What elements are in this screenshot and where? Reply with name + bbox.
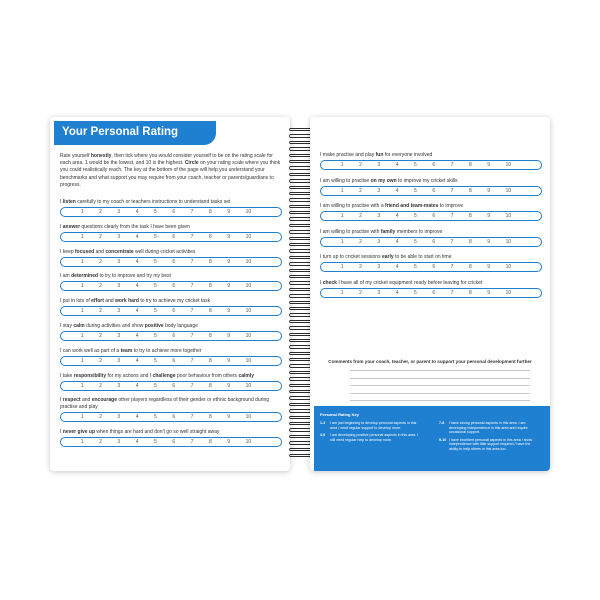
text-run: , then tick where you would consider yourself to be on the rating scale for each area. 1 would be the lowest, and 10 is the highest. — [60, 153, 273, 167]
text-run: I — [60, 397, 63, 404]
scale-number[interactable]: 6 — [172, 414, 176, 421]
comment-line[interactable] — [350, 370, 530, 371]
scale-number[interactable]: 6 — [172, 333, 176, 339]
scale-number[interactable]: 10 — [245, 209, 252, 215]
scale-number[interactable]: 8 — [468, 213, 472, 219]
scale-number[interactable]: 9 — [227, 283, 231, 290]
scale-number[interactable]: 2 — [359, 238, 362, 245]
scale-number[interactable]: 5 — [414, 213, 417, 219]
emphasis-text: effort — [91, 298, 104, 305]
text-run: to try to achieve more together — [132, 347, 202, 354]
rating-scale[interactable] — [60, 207, 282, 217]
rating-key-col-right — [439, 421, 539, 455]
scale-number[interactable]: 1 — [340, 289, 344, 296]
page-title: Your Personal Rating — [62, 126, 179, 138]
rating-prompt — [320, 178, 542, 185]
emphasis-text: positive — [144, 323, 164, 329]
text-run: other players regardless of their gender or ethnic background during practise and play — [60, 397, 270, 410]
scale-number[interactable]: 9 — [487, 187, 491, 194]
rating-item — [60, 273, 282, 291]
rating-scale[interactable] — [60, 437, 282, 447]
scale-number[interactable]: 2 — [99, 414, 102, 421]
scale-number[interactable]: 8 — [208, 233, 212, 240]
text-run: I stay — [60, 323, 74, 329]
scale-number[interactable]: 8 — [468, 162, 472, 168]
scale-number[interactable]: 6 — [172, 283, 176, 290]
scale-number[interactable]: 8 — [468, 289, 472, 296]
scale-number[interactable]: 8 — [468, 264, 472, 270]
scale-number[interactable]: 10 — [245, 414, 252, 421]
scale-number[interactable]: 4 — [135, 308, 139, 315]
scale-number[interactable]: 4 — [135, 333, 139, 339]
rating-key — [314, 406, 550, 471]
scale-number[interactable]: 9 — [227, 439, 231, 446]
scale-number[interactable]: 2 — [99, 382, 102, 389]
rating-prompt — [320, 229, 542, 236]
scale-number[interactable]: 9 — [227, 414, 231, 421]
scale-number[interactable]: 5 — [154, 382, 157, 389]
scale-number[interactable]: 3 — [377, 187, 381, 194]
rating-scale[interactable] — [320, 288, 542, 298]
scale-number[interactable]: 1 — [80, 258, 84, 265]
scale-number[interactable]: 1 — [340, 238, 344, 245]
scale-number[interactable]: 5 — [154, 414, 157, 421]
scale-number[interactable]: 8 — [208, 414, 212, 421]
scale-number[interactable]: 1 — [80, 333, 84, 339]
scale-number[interactable]: 4 — [395, 289, 399, 296]
scale-number[interactable]: 3 — [117, 233, 121, 240]
scale-number[interactable]: 9 — [487, 162, 491, 168]
emphasis-text: early — [381, 254, 394, 260]
emphasis-text: on my own — [370, 177, 397, 184]
rating-key-col-left — [320, 421, 420, 445]
scale-number[interactable]: 5 — [154, 258, 157, 265]
scale-number[interactable]: 5 — [154, 283, 157, 290]
scale-number[interactable]: 1 — [80, 209, 84, 215]
text-run: to try to achieve my cricket task — [138, 298, 211, 305]
rating-item — [60, 298, 282, 316]
text-run: to improve my cricket skills — [396, 177, 458, 184]
rating-prompt — [60, 429, 282, 436]
scale-number[interactable]: 6 — [432, 213, 436, 219]
scale-number[interactable]: 2 — [359, 213, 362, 219]
scale-number[interactable]: 3 — [377, 213, 381, 219]
scale-number[interactable]: 4 — [135, 357, 139, 364]
rating-scale[interactable] — [60, 412, 282, 422]
scale-number[interactable]: 1 — [80, 382, 84, 389]
scale-number[interactable]: 6 — [172, 258, 176, 265]
scale-number[interactable]: 10 — [245, 333, 252, 339]
scale-number[interactable]: 7 — [450, 289, 454, 296]
scale-number[interactable]: 10 — [505, 238, 512, 245]
rating-scale[interactable] — [320, 160, 542, 170]
emphasis-text: focused — [75, 248, 95, 255]
scale-number[interactable]: 6 — [432, 264, 436, 270]
comment-line[interactable] — [350, 385, 530, 386]
scale-number[interactable]: 9 — [227, 357, 231, 364]
scale-number[interactable]: 4 — [135, 382, 139, 389]
rating-prompt — [60, 323, 282, 330]
scale-number[interactable]: 10 — [245, 357, 252, 364]
text-run: to try to improve and try my best — [98, 273, 171, 280]
scale-number[interactable]: 8 — [208, 209, 212, 215]
text-run: I am willing to practise — [320, 177, 371, 184]
rating-prompt — [320, 203, 542, 210]
emphasis-text: listen — [62, 199, 76, 205]
scale-number[interactable]: 2 — [99, 258, 102, 265]
scale-number[interactable]: 6 — [432, 162, 436, 168]
text-run: and — [94, 248, 106, 255]
scale-number[interactable]: 7 — [450, 162, 454, 168]
key-range: 7-8 — [439, 421, 445, 425]
scale-number[interactable]: 1 — [80, 233, 84, 240]
scale-number[interactable]: 3 — [117, 258, 121, 265]
key-row — [320, 421, 420, 430]
scale-number[interactable]: 5 — [414, 238, 417, 245]
scale-number[interactable]: 7 — [450, 264, 454, 270]
emphasis-text: honestly — [90, 153, 112, 159]
scale-number[interactable]: 3 — [377, 264, 381, 270]
scale-number[interactable]: 8 — [208, 357, 212, 364]
scale-number[interactable]: 10 — [245, 382, 252, 389]
scale-number[interactable]: 7 — [190, 382, 194, 389]
rating-scale[interactable] — [60, 232, 282, 242]
text-run: I — [320, 279, 323, 286]
rating-item — [60, 224, 282, 242]
scale-number[interactable]: 10 — [505, 264, 512, 270]
scale-number[interactable]: 1 — [80, 357, 84, 364]
scale-number[interactable]: 8 — [208, 308, 212, 315]
text-run: I am — [60, 273, 72, 280]
title-banner — [54, 121, 216, 145]
scale-number[interactable]: 9 — [227, 382, 231, 389]
rating-prompt — [320, 280, 542, 287]
emphasis-text: calm — [73, 323, 85, 329]
text-run: Rate yourself — [60, 153, 91, 159]
scale-number[interactable]: 8 — [468, 238, 472, 245]
scale-number[interactable]: 7 — [190, 308, 194, 315]
scale-number[interactable]: 2 — [99, 209, 102, 215]
right-page — [310, 117, 550, 471]
emphasis-text: fun — [375, 152, 384, 158]
rating-scale[interactable] — [320, 237, 542, 247]
scale-number[interactable]: 4 — [395, 264, 399, 270]
text-run: body language — [163, 323, 198, 329]
text-run: and — [80, 397, 92, 404]
scale-number[interactable]: 3 — [117, 209, 121, 215]
rating-item — [320, 203, 542, 221]
scale-number[interactable]: 8 — [208, 439, 212, 446]
scale-number[interactable]: 3 — [377, 162, 381, 168]
scale-number[interactable]: 3 — [377, 289, 381, 296]
scale-number[interactable]: 2 — [99, 308, 102, 315]
scale-number[interactable]: 2 — [359, 289, 362, 296]
text-run: members to improve — [395, 228, 443, 235]
text-run: I — [60, 223, 63, 230]
scale-number[interactable]: 5 — [414, 162, 417, 168]
text-run: I am willing to practise with — [320, 228, 381, 235]
scale-number[interactable]: 4 — [395, 187, 399, 194]
scale-number[interactable]: 6 — [172, 357, 176, 364]
scale-number[interactable]: 5 — [414, 264, 417, 270]
rating-scale[interactable] — [320, 211, 542, 221]
scale-number[interactable]: 7 — [450, 187, 454, 194]
scale-number[interactable]: 7 — [190, 209, 194, 215]
rating-prompt — [60, 273, 282, 280]
scale-number[interactable]: 2 — [99, 333, 102, 339]
text-run: I keep — [60, 248, 76, 255]
rating-item — [320, 254, 542, 272]
scale-number[interactable]: 1 — [340, 264, 344, 270]
scale-number[interactable]: 10 — [245, 233, 252, 240]
rating-scale[interactable] — [60, 306, 282, 316]
rating-item — [320, 229, 542, 247]
emphasis-text: work hard — [115, 298, 139, 305]
scale-number[interactable]: 1 — [340, 213, 344, 219]
scale-number[interactable]: 7 — [190, 333, 194, 339]
scale-number[interactable]: 10 — [505, 187, 512, 194]
scale-number[interactable]: 10 — [505, 213, 512, 219]
rating-scale[interactable] — [60, 257, 282, 267]
key-text: I am just beginning to develop personal aspects in this area / need regular support to develop more. — [330, 421, 417, 430]
text-run: I — [60, 199, 63, 205]
scale-number[interactable]: 6 — [172, 439, 176, 446]
emphasis-text: Circle — [184, 160, 199, 167]
text-run: I am willing to practise with a — [320, 203, 386, 209]
rating-scale[interactable] — [320, 186, 542, 196]
comment-line[interactable] — [350, 378, 530, 379]
scale-number[interactable]: 6 — [172, 209, 176, 215]
scale-number[interactable]: 6 — [172, 382, 176, 389]
scale-number[interactable]: 9 — [227, 258, 231, 265]
text-run: I have all of my cricket equipment ready before leaving for cricket — [336, 279, 483, 286]
scale-number[interactable]: 10 — [505, 162, 512, 168]
scale-number[interactable]: 7 — [190, 439, 194, 446]
scale-number[interactable]: 6 — [432, 289, 436, 296]
scale-number[interactable]: 5 — [154, 308, 157, 315]
rating-item — [320, 280, 542, 298]
scale-number[interactable]: 3 — [117, 382, 121, 389]
key-range: 4-6 — [320, 433, 326, 438]
scale-number[interactable]: 4 — [135, 414, 139, 421]
scale-number[interactable]: 6 — [172, 308, 176, 315]
rating-prompt — [60, 298, 282, 305]
scale-number[interactable]: 4 — [395, 238, 399, 245]
scale-number[interactable]: 1 — [340, 187, 344, 194]
scale-number[interactable]: 5 — [154, 357, 157, 364]
scale-number[interactable]: 10 — [245, 308, 252, 315]
rating-prompt — [60, 348, 282, 355]
scale-number[interactable]: 4 — [135, 439, 139, 446]
rating-item — [320, 178, 542, 196]
comment-line[interactable] — [350, 400, 530, 401]
scale-number[interactable]: 9 — [227, 209, 231, 215]
emphasis-text: respect — [62, 397, 81, 404]
text-run: and — [103, 298, 116, 305]
scale-number[interactable]: 5 — [154, 333, 157, 339]
scale-number[interactable]: 8 — [208, 258, 212, 265]
scale-number[interactable]: 4 — [395, 213, 399, 219]
scale-number[interactable]: 4 — [135, 258, 139, 265]
scale-number[interactable]: 2 — [99, 233, 102, 240]
rating-item — [60, 199, 282, 217]
scale-number[interactable]: 3 — [117, 283, 121, 290]
key-row — [320, 433, 420, 442]
text-run: carefully to my coach or teachers instructions to understand tasks set — [75, 199, 231, 205]
scale-number[interactable]: 3 — [117, 308, 121, 315]
scale-number[interactable]: 3 — [117, 439, 121, 446]
scale-number[interactable]: 2 — [359, 264, 362, 270]
key-range: 9-10 — [439, 437, 447, 442]
emphasis-text: determined — [71, 273, 99, 280]
emphasis-text: answer — [62, 223, 81, 230]
scale-number[interactable]: 6 — [432, 238, 436, 245]
key-text: I am developing positive personal aspects in this area. I still need regular help to develop more. — [330, 433, 419, 442]
scale-number[interactable]: 1 — [80, 283, 84, 290]
emphasis-text: challenge — [152, 372, 176, 379]
scale-number[interactable]: 7 — [190, 414, 194, 421]
text-run: for my actions and I — [106, 372, 153, 379]
emphasis-text: responsibility — [73, 372, 107, 379]
scale-number[interactable]: 4 — [395, 162, 399, 168]
text-run: when things are hard and don't go so well straight away — [95, 429, 220, 436]
scale-number[interactable]: 4 — [135, 283, 139, 290]
scale-number[interactable]: 8 — [208, 283, 212, 290]
scale-number[interactable]: 7 — [190, 258, 194, 265]
scale-number[interactable]: 7 — [450, 213, 454, 219]
rating-scale[interactable] — [60, 381, 282, 391]
rating-item — [60, 429, 282, 447]
emphasis-text: concentrate — [105, 248, 134, 255]
scale-number[interactable]: 5 — [154, 233, 157, 240]
scale-number[interactable]: 1 — [80, 308, 84, 315]
scale-number[interactable]: 9 — [487, 238, 491, 245]
scale-number[interactable]: 4 — [135, 233, 139, 240]
rating-prompt — [60, 199, 282, 206]
scale-number[interactable]: 2 — [359, 162, 362, 168]
scale-number[interactable]: 8 — [468, 187, 472, 194]
comments-label: Comments from your coach, teacher, or parent to support your personal development further — [328, 359, 532, 364]
scale-number[interactable]: 6 — [432, 187, 436, 194]
text-run: well during cricket activities — [133, 248, 196, 255]
emphasis-text: calmly — [238, 372, 255, 379]
scale-number[interactable]: 9 — [487, 289, 491, 296]
scale-number[interactable]: 7 — [190, 283, 194, 290]
scale-number[interactable]: 3 — [117, 333, 121, 339]
rating-prompt — [60, 373, 282, 380]
scale-number[interactable]: 5 — [414, 187, 417, 194]
rating-item — [60, 397, 282, 422]
text-run: poor behaviour from others — [175, 372, 239, 379]
text-run: I put in lots of — [60, 298, 92, 305]
scale-number[interactable]: 7 — [190, 357, 194, 364]
scale-number[interactable]: 4 — [135, 209, 139, 215]
scale-number[interactable]: 5 — [414, 289, 417, 296]
scale-number[interactable]: 5 — [154, 439, 157, 446]
key-row — [439, 438, 539, 452]
scale-number[interactable]: 2 — [99, 283, 102, 290]
scale-number[interactable]: 7 — [450, 238, 454, 245]
scale-number[interactable]: 10 — [245, 258, 252, 265]
rating-item — [60, 348, 282, 366]
rating-scale[interactable] — [60, 331, 282, 341]
key-range: 1-3 — [320, 421, 326, 425]
text-run: I can work well as part of a — [60, 347, 121, 354]
comment-line[interactable] — [350, 393, 530, 394]
scale-number[interactable]: 7 — [190, 233, 194, 240]
scale-number[interactable]: 1 — [340, 162, 344, 168]
rating-prompt — [320, 152, 542, 159]
text-run: I make practise and play — [320, 152, 376, 158]
text-run: for everyone involved — [383, 152, 433, 158]
rating-scale[interactable] — [60, 281, 282, 291]
rating-item — [320, 152, 542, 170]
scale-number[interactable]: 6 — [172, 233, 176, 240]
text-run: I — [60, 429, 63, 436]
scale-number[interactable]: 8 — [208, 333, 212, 339]
rating-prompt — [60, 249, 282, 256]
scale-number[interactable]: 8 — [208, 382, 212, 389]
key-text: I have excellent personal aspects in this area / show independence with little support required / have the ability to help others in this area too. — [449, 437, 533, 451]
key-text: I have strong personal aspects in this area. I am developing independence in this area and require occasional support. — [449, 421, 528, 435]
text-run: during activities and show — [84, 323, 145, 329]
text-run: to improve — [438, 203, 464, 209]
rating-key-title: Personal Rating Key — [320, 412, 359, 417]
scale-number[interactable]: 10 — [245, 283, 252, 290]
emphasis-text: friend and team-mates — [385, 203, 439, 209]
scale-number[interactable]: 3 — [377, 238, 381, 245]
scale-number[interactable]: 9 — [487, 213, 491, 219]
scale-number[interactable]: 9 — [227, 308, 231, 315]
scale-number[interactable]: 2 — [99, 439, 102, 446]
emphasis-text: encourage — [91, 397, 117, 404]
rating-prompt — [320, 254, 542, 261]
key-row — [439, 421, 539, 435]
rating-prompt — [60, 224, 282, 231]
rating-item — [60, 323, 282, 341]
scale-number[interactable]: 2 — [359, 187, 362, 194]
rating-item — [60, 249, 282, 267]
scale-number[interactable]: 2 — [99, 357, 102, 364]
scale-number[interactable]: 9 — [227, 333, 231, 339]
rating-item — [60, 373, 282, 391]
scale-number[interactable]: 9 — [487, 264, 491, 270]
emphasis-text: family — [380, 228, 396, 235]
text-run: I take — [60, 372, 74, 379]
rating-scale[interactable] — [60, 356, 282, 366]
emphasis-text: never give up — [62, 429, 96, 436]
rating-scale[interactable] — [320, 262, 542, 272]
scale-number[interactable]: 3 — [117, 357, 121, 364]
scale-number[interactable]: 10 — [245, 439, 252, 446]
scale-number[interactable]: 9 — [227, 233, 231, 240]
scale-number[interactable]: 1 — [80, 439, 84, 446]
rating-prompt — [60, 397, 282, 411]
scale-number[interactable]: 1 — [80, 414, 84, 421]
text-run: to be able to start on time — [393, 254, 452, 260]
text-run: questions clearly from the task I have been given — [80, 223, 190, 230]
text-run: I turn up to cricket sessions — [320, 254, 382, 260]
text-run: on your rating scale where you think you could realistically reach. The key at the bottom of the page will help you understand your benchmarks and what support you may require from your coach, teacher or parents/guardians to progress. — [60, 160, 281, 188]
emphasis-text: check — [322, 279, 337, 286]
emphasis-text: team — [120, 347, 133, 354]
intro-text — [60, 153, 282, 189]
scale-number[interactable]: 5 — [154, 209, 157, 215]
scale-number[interactable]: 3 — [117, 414, 121, 421]
left-page — [50, 117, 290, 471]
scale-number[interactable]: 10 — [505, 289, 512, 296]
